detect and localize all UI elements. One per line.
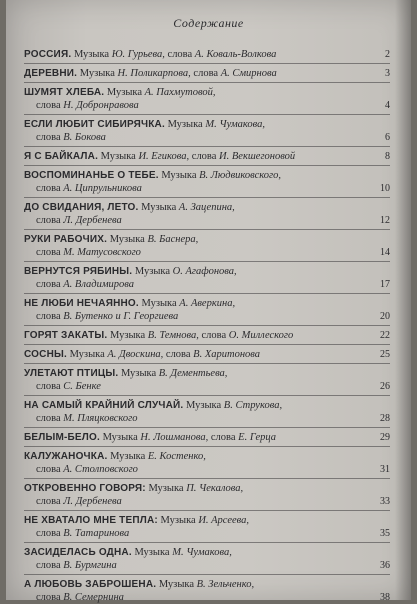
lyricist-name: В. Бокова [63, 132, 106, 143]
entry-divider [24, 229, 390, 230]
words-label: слова [36, 183, 61, 194]
entry-divider [24, 574, 390, 575]
composer-name: М. Чумакова, [172, 547, 232, 558]
contents-entry [24, 118, 390, 144]
song-title: КАЛУЖАНОЧКА. [24, 451, 108, 462]
entry-line [24, 329, 390, 342]
page-number: 35 [380, 528, 390, 539]
words-label: слова [36, 100, 61, 111]
lyricist-name: И. Векшегоновой [219, 151, 296, 162]
words-label: слова [36, 215, 61, 226]
contents-entry [24, 450, 390, 476]
lyricist-name: С. Бенке [63, 381, 101, 392]
lyricist-name: Е. Герца [238, 432, 277, 443]
words-label: слова [201, 330, 227, 341]
lyricist-name: М. Пляцковского [63, 413, 138, 424]
music-label: Музыка [73, 49, 110, 60]
composer-name: О. Агафонова, [172, 266, 237, 277]
composer-name: В. Зельченко, [196, 579, 255, 590]
entry-line [24, 310, 390, 323]
entry-line [24, 246, 390, 259]
contents-entry [24, 67, 390, 80]
lyricist-name: Л. Дербенева [63, 215, 122, 226]
song-title: РОССИЯ. [24, 49, 72, 60]
music-label: Музыка [158, 579, 194, 590]
entry-divider [24, 63, 390, 64]
music-label: Музыка [106, 87, 143, 98]
entry-line [24, 131, 390, 144]
contents-entry [24, 348, 390, 361]
words-label: слова [36, 592, 61, 603]
music-label: Музыка [110, 451, 146, 462]
song-title: ШУМЯТ ХЛЕБА. [24, 87, 105, 98]
page-number: 2 [385, 49, 390, 60]
page-number: 12 [380, 215, 390, 226]
entry-line [24, 99, 390, 112]
entry-line [24, 514, 390, 527]
entry-divider [24, 542, 390, 543]
composer-name: И. Егикова, [138, 151, 190, 162]
page-number: 36 [380, 560, 390, 571]
page-number: 3 [385, 68, 390, 79]
words-label: слова [36, 311, 61, 322]
music-label: Музыка [134, 547, 170, 558]
page-number: 8 [385, 151, 390, 162]
words-label: слова [191, 151, 217, 162]
page-number: 20 [380, 311, 390, 322]
song-title: НЕ ЛЮБИ НЕЧАЯННО. [24, 298, 139, 309]
entry-line [24, 482, 390, 495]
entry-divider [24, 82, 390, 83]
entry-divider [24, 427, 390, 428]
entry-line [24, 201, 390, 214]
song-title: А ЛЮБОВЬ ЗАБРОШЕНА. [24, 579, 157, 590]
page-number: 29 [380, 432, 390, 443]
entry-line [24, 450, 390, 463]
page-number: 22 [380, 330, 390, 341]
entry-line [24, 118, 390, 131]
entry-line [24, 86, 390, 99]
entry-line [24, 591, 390, 604]
entry-divider [24, 114, 390, 115]
words-label: слова [36, 464, 61, 475]
words-label: слова [165, 349, 191, 360]
contents-entry [24, 169, 390, 195]
entry-divider [24, 293, 390, 294]
entry-divider [24, 395, 390, 396]
entry-divider [24, 146, 390, 147]
song-title: ЗАСИДЕЛАСЬ ОДНА. [24, 547, 132, 558]
entry-line [24, 348, 390, 361]
entry-line [24, 559, 390, 572]
contents-entry [24, 297, 390, 323]
song-title: БЕЛЫМ-БЕЛО. [24, 432, 100, 443]
contents-entry [24, 265, 390, 291]
entry-divider [24, 478, 390, 479]
entry-divider [24, 261, 390, 262]
composer-name: М. Чумакова, [205, 119, 266, 130]
lyricist-name: А. Коваль-Волкова [194, 49, 277, 60]
song-title: ГОРЯТ ЗАКАТЫ. [24, 330, 108, 341]
lyricist-name: В. Семернина [63, 592, 124, 603]
contents-entry [24, 367, 390, 393]
entry-divider [24, 165, 390, 166]
entry-divider [24, 363, 390, 364]
entry-line [24, 367, 390, 380]
music-label: Музыка [120, 368, 157, 379]
words-label: слова [36, 496, 61, 507]
words-label: слова [193, 68, 219, 79]
music-label: Музыка [141, 202, 177, 213]
page-number: 26 [380, 381, 390, 392]
contents-entry [24, 233, 390, 259]
page-number: 31 [380, 464, 390, 475]
lyricist-name: Л. Дербенева [63, 496, 122, 507]
entry-line [24, 463, 390, 476]
page-number: 14 [380, 247, 390, 258]
page-number: 33 [380, 496, 390, 507]
entry-line [24, 265, 390, 278]
composer-name: В. Темнова, [147, 330, 199, 341]
music-label: Музыка [79, 68, 115, 79]
entry-line [24, 182, 390, 195]
page-number: 28 [380, 413, 390, 424]
page-number: 17 [380, 279, 390, 290]
song-title: РУКИ РАБОЧИХ. [24, 234, 108, 245]
contents-entry [24, 399, 390, 425]
music-label: Музыка [102, 432, 138, 443]
contents-entry [24, 514, 390, 540]
words-label: слова [36, 560, 61, 571]
music-label: Музыка [69, 349, 105, 360]
contents-list [24, 48, 390, 604]
words-label: слова [36, 279, 61, 290]
lyricist-name: В. Харитонова [193, 349, 261, 360]
music-label: Музыка [110, 330, 146, 341]
book-page [6, 0, 411, 603]
contents-entry [24, 431, 390, 444]
entry-line [24, 546, 390, 559]
entry-line [24, 495, 390, 508]
entry-line [24, 412, 390, 425]
entry-line [24, 527, 390, 540]
song-title: ВОСПОМИНАНЬЕ О ТЕБЕ. [24, 170, 159, 181]
words-label: слова [167, 49, 193, 60]
song-title: ДО СВИДАНИЯ, ЛЕТО. [24, 202, 139, 213]
entry-line [24, 233, 390, 246]
words-label: слова [36, 528, 61, 539]
lyricist-name: В. Татаринова [63, 528, 130, 539]
entry-line [24, 67, 390, 80]
composer-name: И. Арсеева, [198, 515, 250, 526]
composer-name: А. Пахмутовой, [144, 87, 216, 98]
entry-line [24, 278, 390, 291]
music-label: Музыка [167, 119, 203, 130]
lyricist-name: О. Миллеского [228, 330, 294, 341]
entry-line [24, 214, 390, 227]
page-number: 10 [380, 183, 390, 194]
composer-name: А. Аверкина, [179, 298, 236, 309]
song-title: ЕСЛИ ЛЮБИТ СИБИРЯЧКА. [24, 119, 165, 130]
composer-name: В. Людвиковского, [199, 170, 281, 181]
music-label: Музыка [134, 266, 171, 277]
entry-line [24, 380, 390, 393]
entry-divider [24, 325, 390, 326]
contents-entry [24, 578, 390, 604]
words-label: слова [210, 432, 236, 443]
words-label: слова [36, 247, 61, 258]
entry-line [24, 48, 390, 61]
words-label: слова [36, 413, 61, 424]
composer-name: Н. Лошманова, [140, 432, 209, 443]
lyricist-name: В. Бурмгина [63, 560, 117, 571]
lyricist-name: В. Бутенко и Г. Георгиева [63, 311, 179, 322]
contents-entry [24, 482, 390, 508]
song-title: ДЕРЕВНИ. [24, 68, 78, 79]
words-label: слова [36, 132, 61, 143]
composer-name: Ю. Гурьева, [111, 49, 165, 60]
composer-name: П. Чекалова, [186, 483, 244, 494]
entry-line [24, 150, 390, 163]
page-edge-shadow [395, 0, 411, 600]
song-title: ОТКРОВЕННО ГОВОРЯ: [24, 483, 146, 494]
page-number: 6 [385, 132, 390, 143]
song-title: Я С БАЙКАЛА. [24, 151, 99, 162]
entry-divider [24, 344, 390, 345]
music-label: Музыка [100, 151, 136, 162]
contents-entry [24, 546, 390, 572]
contents-entry [24, 329, 390, 342]
lyricist-name: А. Ципрульникова [63, 183, 142, 194]
music-label: Музыка [186, 400, 222, 411]
composer-name: В. Струкова, [223, 400, 283, 411]
contents-entry [24, 150, 390, 163]
page-number: 4 [385, 100, 390, 111]
song-title: НА САМЫЙ КРАЙНИЙ СЛУЧАЙ. [24, 400, 184, 411]
entry-line [24, 169, 390, 182]
entry-divider [24, 446, 390, 447]
composer-name: Н. Поликарпова, [117, 68, 191, 79]
song-title: ВЕРНУТСЯ РЯБИНЫ. [24, 266, 133, 277]
page-number: 25 [380, 349, 390, 360]
entry-line [24, 431, 390, 444]
lyricist-name: М. Матусовского [63, 247, 141, 258]
contents-entry [24, 48, 390, 61]
music-label: Музыка [161, 170, 197, 181]
song-title: НЕ ХВАТАЛО МНЕ ТЕПЛА: [24, 515, 158, 526]
contents-heading: Содержание [173, 16, 244, 30]
lyricist-name: Н. Добронравова [63, 100, 139, 111]
entry-divider [24, 510, 390, 511]
contents-entry [24, 201, 390, 227]
composer-name: В. Дементьева, [158, 368, 228, 379]
lyricist-name: А. Столповского [63, 464, 138, 475]
contents-entry [24, 86, 390, 112]
music-label: Музыка [160, 515, 196, 526]
music-label: Музыка [148, 483, 184, 494]
entry-line [24, 297, 390, 310]
lyricist-name: А. Смирнова [220, 68, 277, 79]
song-title: СОСНЫ. [24, 349, 67, 360]
composer-name: А. Двоскина, [107, 349, 164, 360]
entry-divider [24, 197, 390, 198]
composer-name: В. Баснера, [147, 234, 199, 245]
lyricist-name: А. Владимирова [63, 279, 135, 290]
page-number: 38 [380, 592, 390, 603]
entry-line [24, 399, 390, 412]
music-label: Музыка [109, 234, 145, 245]
composer-name: Е. Костенко, [147, 451, 206, 462]
entry-line [24, 578, 390, 591]
song-title: УЛЕТАЮТ ПТИЦЫ. [24, 368, 119, 379]
words-label: слова [36, 381, 61, 392]
composer-name: А. Зацепина, [178, 202, 235, 213]
music-label: Музыка [141, 298, 177, 309]
